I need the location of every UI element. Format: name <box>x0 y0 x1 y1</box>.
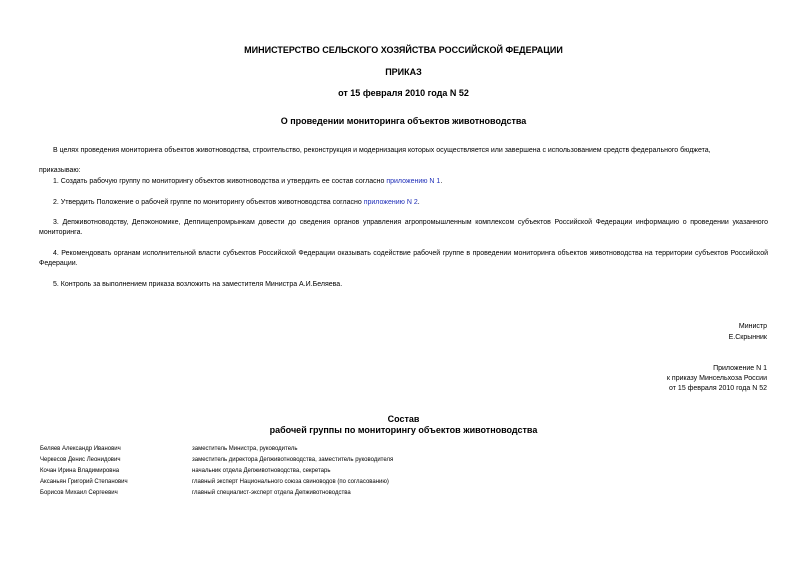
member-row <box>40 445 460 454</box>
doc-type-heading: ПРИКАЗ <box>385 67 422 77</box>
member-position: заместитель директора Депживотноводства, заместитель руководителя <box>192 457 394 463</box>
member-name: Черкесов Денис Леонидович <box>40 457 121 463</box>
member-name: Кочан Ирина Владимировна <box>40 468 120 474</box>
signature-position: Министр <box>738 323 767 330</box>
composition-title: Состав <box>387 414 420 424</box>
signature-name: Е.Скрынник <box>728 334 767 341</box>
member-row <box>40 456 460 465</box>
ministry-heading: МИНИСТЕРСТВО СЕЛЬСКОГО ХОЗЯЙСТВА РОССИЙСКОЙ ФЕДЕРАЦИИ <box>244 45 563 55</box>
member-name: Аксаньян Григорий Степанович <box>40 479 128 485</box>
member-row <box>40 478 460 487</box>
subject-heading: О проведении мониторинга объектов животноводства <box>280 116 527 126</box>
member-position: заместитель Министра, руководитель <box>192 446 298 452</box>
appendix-2-link[interactable]: приложению N 2 <box>363 199 418 206</box>
appendix-1-link[interactable]: приложению N 1 <box>386 178 441 185</box>
member-row <box>40 467 460 476</box>
order-item-5: 5. Контроль за выполнением приказа возложить на заместителя Министра А.И.Беляева. <box>53 281 343 288</box>
appendix-line-3: от 15 февраля 2010 года N 52 <box>669 385 767 392</box>
order-item-1: 1. Создать рабочую группу по мониторингу объектов животноводства и утвердить ее состав согласно приложению N 1. <box>53 178 443 185</box>
member-position: главный специалист-эксперт отдела Депживотноводства <box>192 490 351 496</box>
order-item-4: 4. Рекомендовать органам исполнительной власти субъектов Российской Федерации оказывать содействие рабочей группе в проведении мониторинга объектов животноводства на территории субъектов Российской Федерации. <box>39 250 768 267</box>
order-word: приказываю: <box>39 167 81 174</box>
member-row <box>40 489 460 498</box>
members-list <box>40 445 460 500</box>
member-position: начальник отдела Депживотноводства, секретарь <box>192 468 331 474</box>
order-item-3: 3. Депживотноводству, Депэкономике, Деппищепромрынкам довести до сведения органов управления агропромышленным комплексом субъектов Российской Федерации информацию о проведении указанного мониторинга. <box>39 219 768 236</box>
order-item-2: 2. Утвердить Положение о рабочей группе по мониторингу объектов животноводства согласно приложению N 2. <box>53 199 420 206</box>
appendix-header <box>667 364 767 394</box>
preamble: В целях проведения мониторинга объектов животноводства, строительство, реконструкция и модернизация которых осуществляется или завершена с использованием средств федерального бюджета, <box>53 147 711 154</box>
member-position: главный эксперт Национального союза свиноводов (по согласованию) <box>192 479 389 485</box>
appendix-line-1: Приложение N 1 <box>713 365 767 372</box>
composition-subtitle: рабочей группы по мониторингу объектов животноводства <box>269 425 538 435</box>
appendix-line-2: к приказу Минсельхоза России <box>666 375 767 382</box>
member-name: Беляев Александр Иванович <box>40 446 121 452</box>
member-name: Борисов Михаил Сергеевич <box>40 490 118 496</box>
date-number-heading: от 15 февраля 2010 года N 52 <box>338 88 469 98</box>
